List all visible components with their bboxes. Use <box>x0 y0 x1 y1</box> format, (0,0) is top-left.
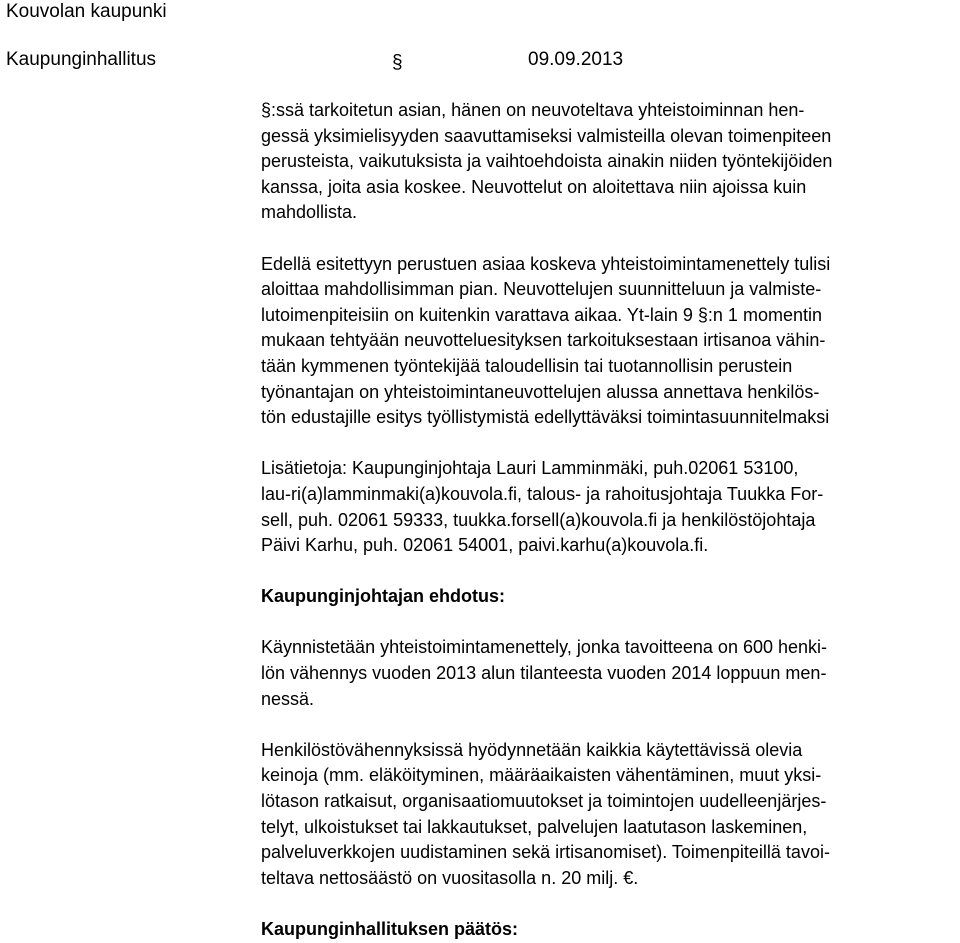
text-line: Käynnistetään yhteistoimintamenettely, jonka tavoitteena on 600 henki- <box>261 637 828 658</box>
text-line: keinoja (mm. eläköityminen, määräaikaisten vähentäminen, muut yksi- <box>261 765 822 786</box>
paragraph-contact-info <box>261 456 955 558</box>
text-line: lön vähennys vuoden 2013 alun tilanteesta vuoden 2014 loppuun men- <box>261 663 827 684</box>
text-line: telyt, ulkoistukset tai lakkautukset, palvelujen laatutason laskeminen, <box>261 816 808 837</box>
document-body <box>261 98 955 943</box>
text-line: perusteista, vaikutuksista ja vaihtoehdoista ainakin niiden työntekijöiden <box>261 151 833 172</box>
text-line: Päivi Karhu, puh. 02061 54001, paivi.karhu(a)kouvola.fi. <box>261 535 709 556</box>
text-line: palveluverkkojen uudistaminen sekä irtisanomiset). Toimenpiteillä tavoi- <box>261 842 830 863</box>
text-line: sell, puh. 02061 59333, tuukka.forsell(a)kouvola.fi ja henkilöstöjohtaja <box>261 509 816 530</box>
text-line: aloittaa mahdollisimman pian. Neuvottelujen suunnitteluun ja valmiste- <box>261 279 822 300</box>
text-line: Edellä esitettyyn perustuen asiaa koskeva yhteistoimintamenettely tulisi <box>261 253 831 274</box>
text-line: kanssa, joita asia koskee. Neuvottelut on aloitettava niin ajoissa kuin <box>261 176 807 197</box>
body-name: Kaupunginhallitus <box>6 49 157 70</box>
text-line: Lisätietoja: Kaupunginjohtaja Lauri Lamminmäki, puh.02061 53100, <box>261 458 799 479</box>
text-line: teltava nettosäästö on vuositasolla n. 20 milj. €. <box>261 867 639 888</box>
text-line: Henkilöstövähennyksissä hyödynnetään kaikkia käytettävissä olevia <box>261 739 803 760</box>
paragraph-negotiation-obligation <box>261 98 955 226</box>
text-line: gessä yksimielisyyden saavuttamiseksi valmisteilla olevan toimenpiteen <box>261 125 832 146</box>
text-line: lutoimenpiteisiin on kuitenkin varattava aikaa. Yt-lain 9 §:n 1 momentin <box>261 304 822 325</box>
text-line: §:ssä tarkoitetun asian, hänen on neuvoteltava yhteistoiminnan hen- <box>261 100 805 120</box>
paragraph-proposal-means <box>261 738 955 892</box>
organization-name: Kouvolan kaupunki <box>6 1 167 22</box>
meeting-date: 09.09.2013 <box>528 49 624 70</box>
paragraph-procedure-start <box>261 252 955 431</box>
document-header <box>6 44 946 74</box>
proposal-heading: Kaupunginjohtajan ehdotus: <box>261 586 505 607</box>
text-line: lötason ratkaisut, organisaatiomuutokset ja toimintojen uudelleenjärjes- <box>261 791 827 812</box>
text-line: työnantajan on yhteistoimintaneuvottelujen alussa annettava henkilös- <box>261 381 820 402</box>
text-line: lau-ri(a)lamminmaki(a)kouvola.fi, talous- ja rahoitusjohtaja Tuukka For- <box>261 483 824 504</box>
text-line: nessä. <box>261 688 315 709</box>
text-line: mukaan tehtyään neuvotteluesityksen tarkoituksestaan irtisanoa vähin- <box>261 330 826 351</box>
decision-heading: Kaupunginhallituksen päätös: <box>261 919 519 939</box>
paragraph-proposal-target <box>261 635 955 712</box>
text-line: mahdollista. <box>261 202 358 223</box>
section-symbol: § <box>392 52 403 73</box>
text-line: tään kymmenen työntekijää taloudellisin tai tuotannollisin perustein <box>261 355 793 376</box>
text-line: tön edustajille esitys työllistymistä edellyttäväksi toimintasuunnitelmaksi <box>261 407 830 428</box>
